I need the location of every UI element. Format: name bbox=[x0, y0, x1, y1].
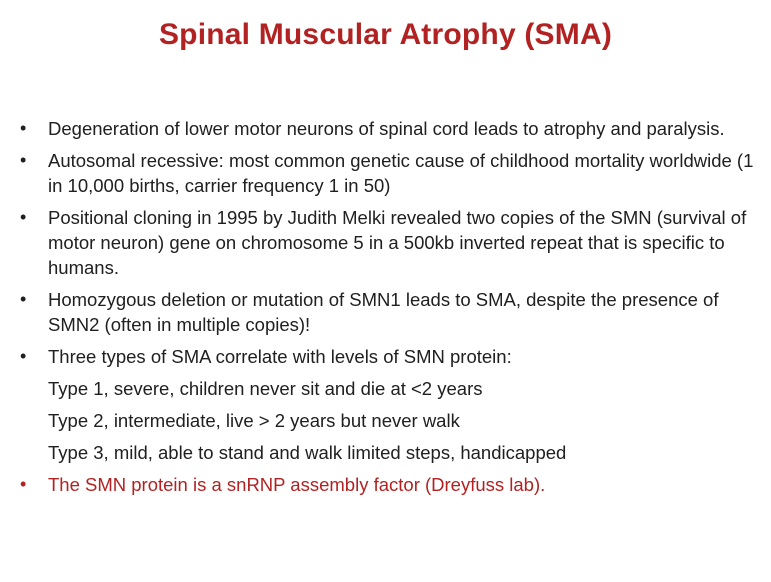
sma-type-1: Type 1, severe, children never sit and die at <2 years bbox=[48, 378, 483, 399]
bullet-text: Three types of SMA correlate with levels of SMN protein: bbox=[48, 346, 512, 367]
bullet-icon: • bbox=[20, 207, 27, 227]
highlight-bullet-item bbox=[20, 472, 755, 497]
bullet-text: Positional cloning in 1995 by Judith Melki revealed two copies of the SMN (survival of motor neuron) gene on chromosome 5 in a 500kb inverted repeat that is specific to humans. bbox=[48, 207, 747, 278]
bullet-item bbox=[20, 116, 755, 141]
bullet-icon: • bbox=[20, 346, 27, 366]
bullet-item bbox=[20, 205, 755, 280]
bullet-list bbox=[20, 116, 755, 504]
bullet-icon: • bbox=[20, 118, 27, 138]
bullet-text: Autosomal recessive: most common genetic cause of childhood mortality worldwide (1 in 10,000 births, carrier frequency 1 in 50) bbox=[48, 150, 754, 196]
bullet-text: Homozygous deletion or mutation of SMN1 leads to SMA, despite the presence of SMN2 (often in multiple copies)! bbox=[48, 289, 719, 335]
bullet-icon: • bbox=[20, 150, 27, 170]
highlight-bullet-text: The SMN protein is a snRNP assembly factor (Dreyfuss lab). bbox=[48, 474, 546, 495]
bullet-text: Degeneration of lower motor neurons of spinal cord leads to atrophy and paralysis. bbox=[48, 118, 725, 139]
bullet-icon: • bbox=[20, 289, 27, 309]
bullet-item bbox=[20, 148, 755, 198]
bullet-item bbox=[20, 287, 755, 337]
sma-type-2: Type 2, intermediate, live > 2 years but never walk bbox=[48, 410, 460, 431]
sma-type-3: Type 3, mild, able to stand and walk limited steps, handicapped bbox=[48, 442, 567, 463]
slide-title: Spinal Muscular Atrophy (SMA) bbox=[158, 18, 613, 51]
bullet-item bbox=[20, 344, 755, 369]
bullet-icon: • bbox=[20, 474, 27, 494]
